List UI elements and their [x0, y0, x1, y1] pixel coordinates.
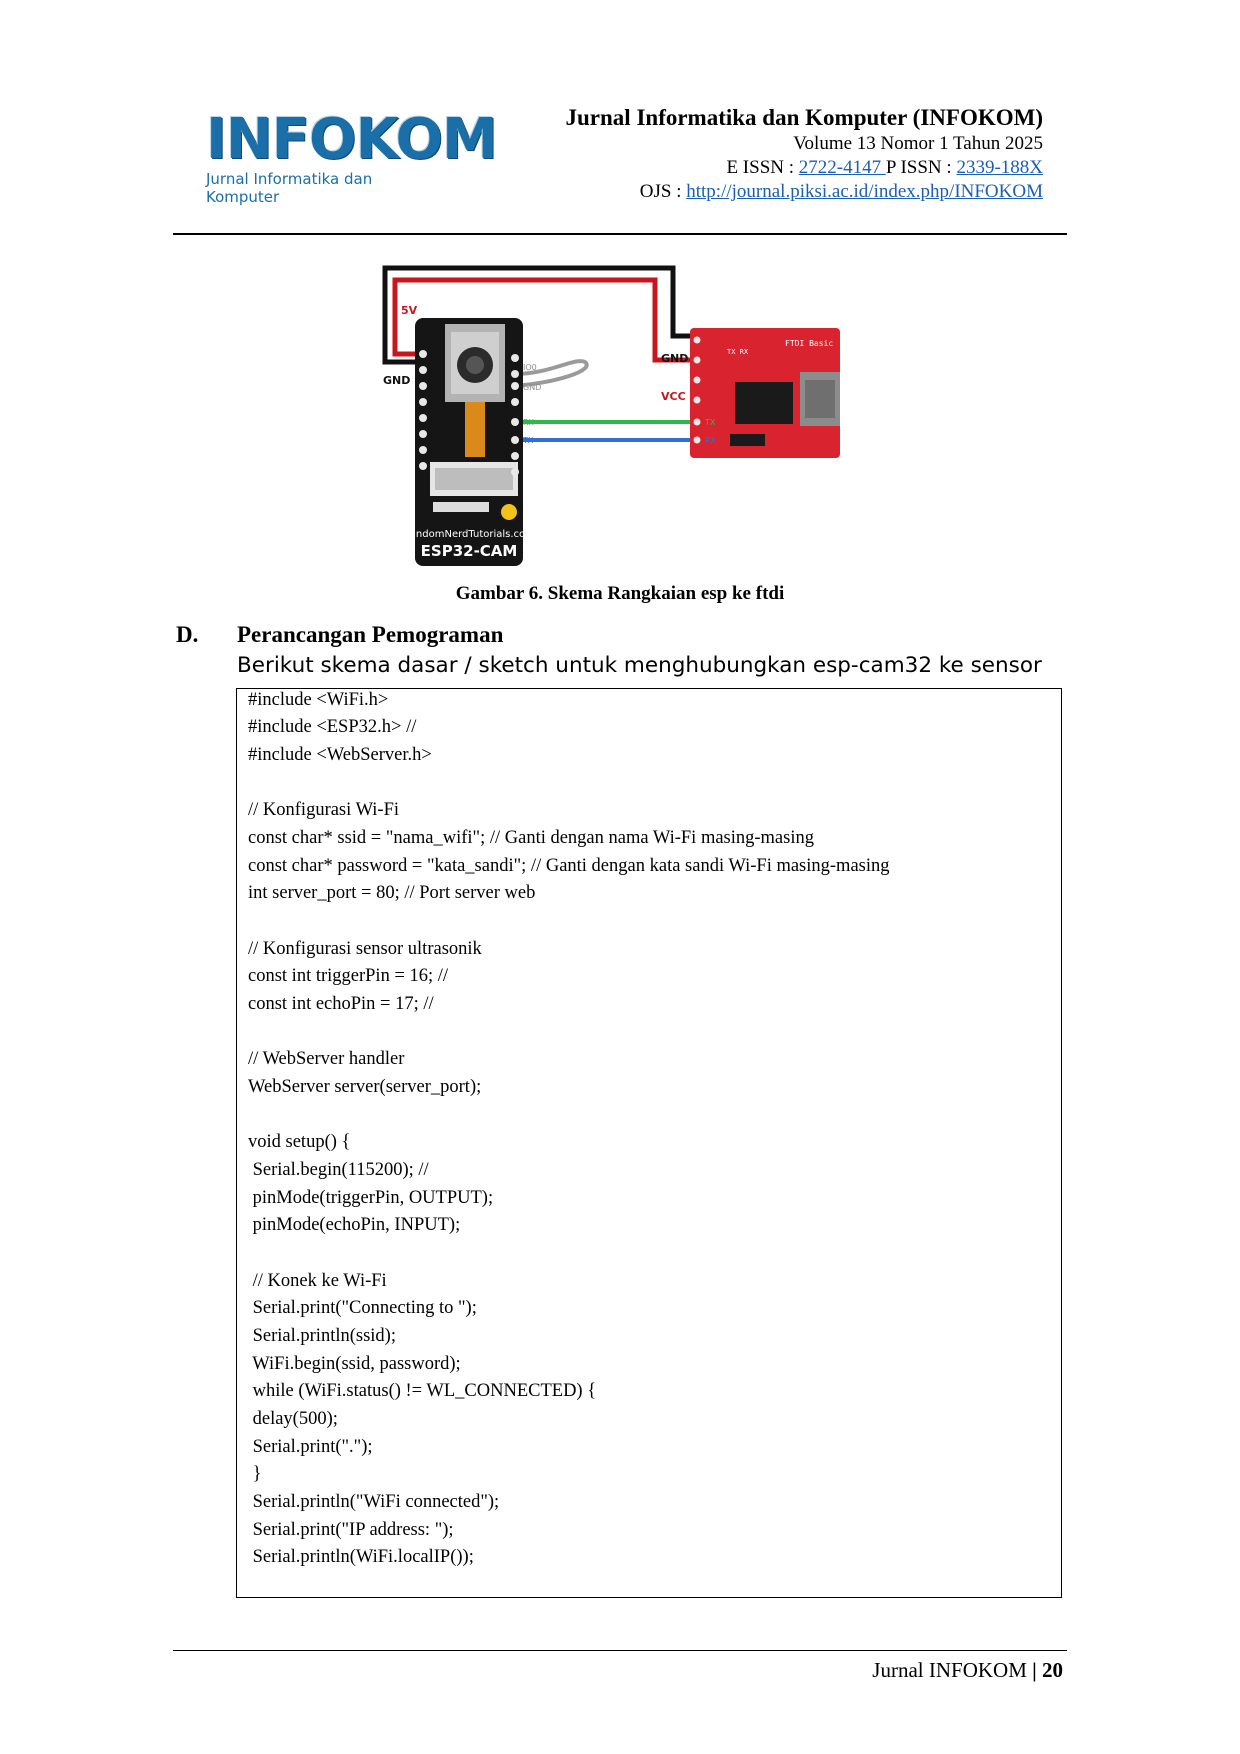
code-listing: [236, 688, 1062, 1598]
label-tx-pin: TX: [523, 436, 534, 445]
footer-separator: |: [1032, 1658, 1037, 1682]
code-line: // WebServer handler: [248, 1049, 405, 1069]
ojs-link[interactable]: http://journal.piksi.ac.id/index.php/INFOKOM: [686, 181, 1043, 202]
label-vcc: VCC: [661, 390, 686, 403]
code-line: #include <WebServer.h>: [248, 745, 432, 765]
label-ftdi-tx: TX: [705, 418, 716, 427]
label-ftdi-leds: TX RX: [727, 348, 749, 356]
journal-title: Jurnal Informatika dan Komputer (INFOKOM): [565, 105, 1043, 130]
logo-wordmark: INFOKOM: [206, 107, 497, 172]
code-line: Serial.print(".");: [248, 1437, 373, 1457]
code-line: // Konek ke Wi-Fi: [248, 1271, 387, 1291]
code-line: const char* ssid = "nama_wifi"; // Ganti dengan nama Wi-Fi masing-masing: [248, 828, 814, 848]
ojs-label: OJS :: [639, 181, 687, 202]
label-io0: IO0: [523, 363, 537, 372]
label-board-name: ESP32-CAM: [420, 542, 518, 560]
wiring-diagram: [375, 262, 875, 570]
code-line: int server_port = 80; // Port server web: [248, 883, 536, 903]
code-line: #include <WiFi.h>: [248, 690, 389, 710]
label-ftdi-rx: RX: [705, 436, 717, 445]
p-issn-link[interactable]: 2339-188X: [956, 157, 1043, 178]
ojs-line: [566, 180, 1043, 204]
code-line: const char* password = "kata_sandi"; // Ganti dengan kata sandi Wi-Fi masing-masing: [248, 856, 890, 876]
label-5v: 5V: [401, 304, 418, 317]
section-title: Perancangan Pemograman: [237, 622, 504, 647]
label-ftdi-name: FTDI Basic: [785, 339, 834, 348]
label-gnd-left: GND: [383, 374, 411, 387]
ftdi-chip: [735, 382, 793, 424]
e-issn-label: E ISSN :: [726, 157, 799, 178]
journal-logo: [206, 107, 497, 206]
label-rx-pin: RX: [523, 418, 535, 427]
code-line: Serial.println("WiFi connected");: [248, 1492, 500, 1512]
camera-ribbon: [465, 402, 485, 457]
label-gnd-pin: GND: [523, 383, 542, 392]
code-line: void setup() {: [248, 1132, 351, 1152]
code-line: }: [248, 1464, 262, 1484]
code-line: // Konfigurasi sensor ultrasonik: [248, 939, 482, 959]
figure-caption: Gambar 6. Skema Rangkaian esp ke ftdi: [455, 583, 785, 604]
flash-led: [501, 504, 517, 520]
code-line: WebServer server(server_port);: [248, 1077, 482, 1097]
p-issn-label: P ISSN :: [885, 157, 957, 178]
code-line: Serial.print("Connecting to ");: [248, 1298, 477, 1318]
code-line: Serial.println(WiFi.localIP());: [248, 1547, 474, 1567]
code-line: WiFi.begin(ssid, password);: [248, 1354, 461, 1374]
code-line: const int echoPin = 17; //: [248, 994, 434, 1014]
logo-subtitle: Jurnal Informatika dan Komputer: [206, 170, 373, 206]
code-line: Serial.begin(115200); //: [248, 1160, 429, 1180]
code-line: #include <ESP32.h> //: [248, 717, 417, 737]
label-board-site: RandomNerdTutorials.com: [403, 529, 535, 540]
code-line: pinMode(triggerPin, OUTPUT);: [248, 1188, 494, 1208]
code-line: delay(500);: [248, 1409, 338, 1429]
section-intro: Berikut skema dasar / sketch untuk menghubungkan esp-cam32 ke sensor: [237, 653, 1042, 678]
code-line: Serial.print("IP address: ");: [248, 1520, 454, 1540]
code-line: // Konfigurasi Wi-Fi: [248, 800, 400, 820]
journal-header: [566, 104, 1043, 204]
code-line: Serial.println(ssid);: [248, 1326, 396, 1346]
footer-rule: [173, 1650, 1067, 1651]
issn-line: [566, 156, 1043, 180]
page-footer: [872, 1658, 1063, 1683]
section-letter: D.: [176, 622, 199, 647]
footer-journal: Jurnal INFOKOM: [872, 1658, 1033, 1682]
label-gnd-right: GND: [661, 352, 689, 365]
code-line: const int triggerPin = 16; //: [248, 966, 449, 986]
page-number: 20: [1036, 1658, 1063, 1682]
header-rule: [173, 233, 1067, 235]
code-line: while (WiFi.status() != WL_CONNECTED) {: [248, 1381, 597, 1401]
e-issn-link[interactable]: 2722-4147: [798, 157, 886, 178]
volume-line: Volume 13 Nomor 1 Tahun 2025: [793, 133, 1043, 154]
code-line: pinMode(echoPin, INPUT);: [248, 1215, 461, 1235]
